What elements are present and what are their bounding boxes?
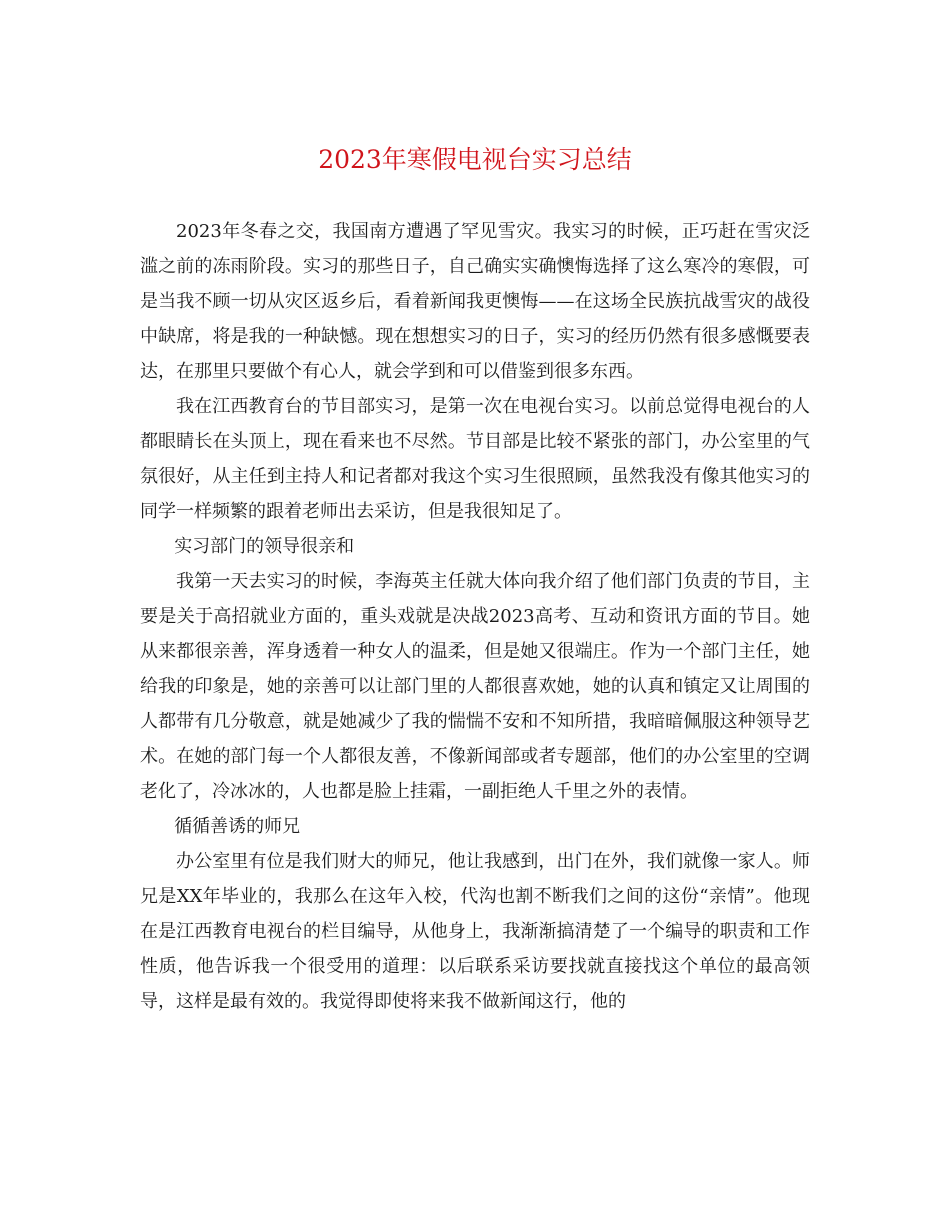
paragraph-intro: 2023年冬春之交，我国南方遭遇了罕见雪灾。我实习的时候，正巧赶在雪灾泛滥之前的冻雨阶段。实习的那些日子，自己确实实确懊悔选择了这么寒冷的寒假，可是当我不顾一切从灾区返乡后，看着新闻我更懊悔——在这场全民族抗战雪灾的战役中缺席，将是我的一种缺憾。现在想想实习的日子，实习的经历仍然有很多感慨要表达，在那里只要做个有心人，就会学到和可以借鉴到很多东西。 xyxy=(140,221,810,382)
paragraph-senior: 办公室里有位是我们财大的师兄，他让我感到，出门在外，我们就像一家人。师兄是XX年毕业的，我那么在这年入校，代沟也割不断我们之间的这份“亲情”。他现在是江西教育电视台的栏目编导，从他身上，我渐渐搞清楚了一个编导的职责和工作性质，他告诉我一个很受用的道理：以后联系采访要找就直接找这个单位的最高领导，这样是最有效的。我觉得即使将来我不做新闻这行，他的 xyxy=(140,851,810,1012)
paragraph-department: 我在江西教育台的节目部实习，是第一次在电视台实习。以前总觉得电视台的人都眼睛长在头顶上，现在看来也不尽然。节目部是比较不紧张的部门，办公室里的气氛很好，从主任到主持人和记者都对我这个实习生很照顾，虽然我没有像其他实习的同学一样频繁的跟着老师出去采访，但是我很知足了。 xyxy=(140,396,810,522)
section-heading-leader: 实习部门的领导很亲和 xyxy=(174,536,355,557)
section-heading-senior: 循循善诱的师兄 xyxy=(174,816,301,837)
document-title: 2023年寒假电视台实习总结 xyxy=(318,145,632,174)
paragraph-leader: 我第一天去实习的时候，李海英主任就大体向我介绍了他们部门负责的节目，主要是关于高招就业方面的，重头戏就是决战2023高考、互动和资讯方面的节目。她从来都很亲善，浑身透着一种女人的温柔，但是她又很端庄。作为一个部门主任，她给我的印象是，她的亲善可以让部门里的人都很喜欢她，她的认真和镇定又让周围的人都带有几分敬意，就是她减少了我的惴惴不安和不知所措，我暗暗佩服这种领导艺术。在她的部门每一个人都很友善，不像新闻部或者专题部，他们的办公室里的空调老化了，冷冰冰的，人也都是脸上挂霜，一副拒绝人千里之外的表情。 xyxy=(140,571,810,802)
document-body xyxy=(140,214,810,1019)
